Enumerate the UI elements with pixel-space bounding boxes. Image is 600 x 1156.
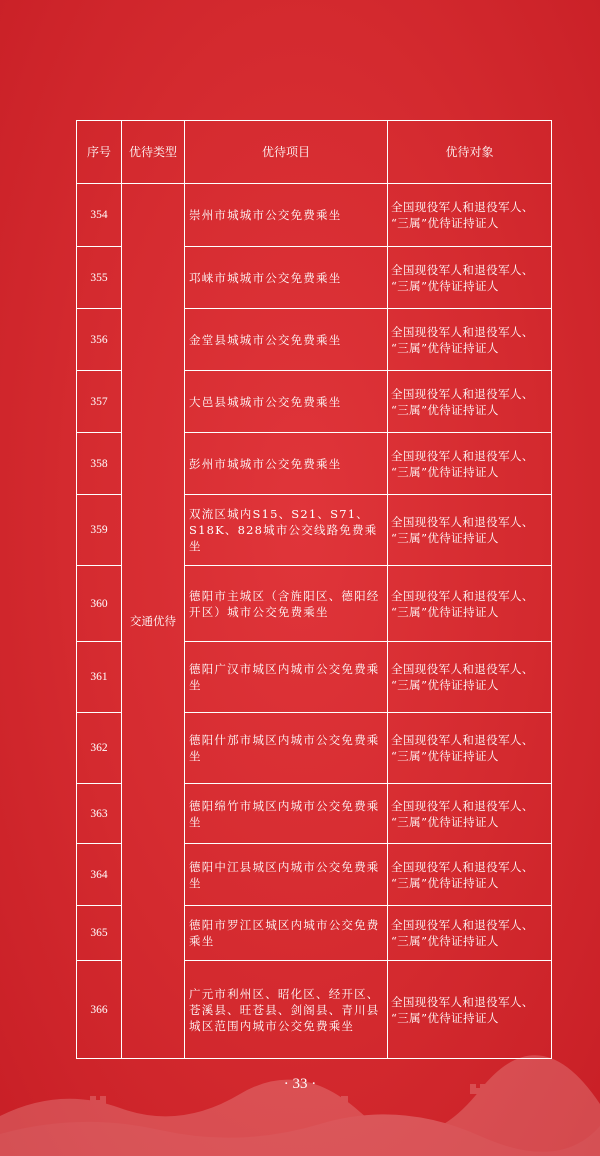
header-type: 优待类型 — [122, 121, 185, 184]
row-target — [388, 247, 552, 309]
row-number: 359 — [77, 495, 122, 566]
row-target — [388, 495, 552, 566]
target-line-1: 全国现役军人和退役军人、 — [391, 386, 534, 401]
row-target — [388, 961, 552, 1059]
row-target — [388, 844, 552, 906]
target-line-2: “三属”优待证持证人 — [391, 875, 499, 890]
row-number: 357 — [77, 371, 122, 433]
row-item: 广元市利州区、昭化区、经开区、苍溪县、旺苍县、剑阁县、青川县城区范围内城市公交免费乘坐 — [185, 961, 388, 1059]
target-line-2: “三属”优待证持证人 — [391, 604, 499, 619]
row-target — [388, 784, 552, 844]
row-target — [388, 433, 552, 495]
target-line-2: “三属”优待证持证人 — [391, 402, 499, 417]
target-line-2: “三属”优待证持证人 — [391, 216, 499, 230]
target-line-1: 全国现役军人和退役军人、 — [391, 662, 534, 676]
page-number: · 33 · — [283, 1076, 317, 1092]
row-target — [388, 566, 552, 642]
row-number: 354 — [77, 184, 122, 247]
target-line-1: 全国现役军人和退役军人、 — [391, 200, 534, 214]
target-line-2: “三属”优待证持证人 — [391, 934, 499, 948]
row-item: 德阳中江县城区内城市公交免费乘坐 — [185, 844, 388, 906]
target-line-1: 全国现役军人和退役军人、 — [391, 918, 534, 932]
row-number: 361 — [77, 642, 122, 713]
row-item: 德阳市罗江区城区内城市公交免费乘坐 — [185, 906, 388, 961]
row-item: 德阳什邡市城区内城市公交免费乘坐 — [185, 713, 388, 784]
target-line-2: “三属”优待证持证人 — [391, 340, 499, 355]
row-item: 德阳广汉市城区内城市公交免费乘坐 — [185, 642, 388, 713]
great-wall-watermark — [0, 1046, 600, 1156]
row-number: 362 — [77, 713, 122, 784]
category-cell: 交通优待 — [122, 184, 185, 1059]
table-row — [77, 184, 552, 247]
row-number: 365 — [77, 906, 122, 961]
row-number: 355 — [77, 247, 122, 309]
target-line-1: 全国现役军人和退役军人、 — [391, 994, 534, 1009]
target-line-1: 全国现役军人和退役军人、 — [391, 324, 534, 339]
header-item: 优待项目 — [185, 121, 388, 184]
target-line-2: “三属”优待证持证人 — [391, 814, 499, 829]
row-target — [388, 906, 552, 961]
row-number: 356 — [77, 309, 122, 371]
row-item: 双流区城内S15、S21、S71、S18K、828城市公交线路免费乘坐 — [185, 495, 388, 566]
row-item: 德阳绵竹市城区内城市公交免费乘坐 — [185, 784, 388, 844]
row-number: 358 — [77, 433, 122, 495]
header-target: 优待对象 — [388, 121, 552, 184]
row-target — [388, 642, 552, 713]
row-item: 大邑县城城市公交免费乘坐 — [185, 371, 388, 433]
row-target — [388, 309, 552, 371]
row-item: 邛崃市城城市公交免费乘坐 — [185, 247, 388, 309]
table-header-row — [77, 121, 552, 184]
benefits-table — [76, 120, 552, 1059]
target-line-1: 全国现役军人和退役军人、 — [391, 859, 534, 874]
row-number: 366 — [77, 961, 122, 1059]
target-line-1: 全国现役军人和退役军人、 — [391, 798, 534, 813]
target-line-1: 全国现役军人和退役军人、 — [391, 733, 534, 747]
row-number: 363 — [77, 784, 122, 844]
row-number: 360 — [77, 566, 122, 642]
target-line-1: 全国现役军人和退役军人、 — [391, 262, 534, 277]
target-line-2: “三属”优待证持证人 — [391, 678, 499, 692]
target-line-1: 全国现役军人和退役军人、 — [391, 448, 534, 463]
target-line-2: “三属”优待证持证人 — [391, 749, 499, 763]
row-target — [388, 713, 552, 784]
row-item: 彭州市城城市公交免费乘坐 — [185, 433, 388, 495]
target-line-1: 全国现役军人和退役军人、 — [391, 588, 534, 603]
row-target — [388, 184, 552, 247]
target-line-2: “三属”优待证持证人 — [391, 278, 499, 293]
target-line-2: “三属”优待证持证人 — [391, 1010, 499, 1025]
row-item: 金堂县城城市公交免费乘坐 — [185, 309, 388, 371]
row-item: 德阳市主城区（含旌阳区、德阳经开区）城市公交免费乘坐 — [185, 566, 388, 642]
target-line-2: “三属”优待证持证人 — [391, 531, 499, 545]
row-number: 364 — [77, 844, 122, 906]
target-line-2: “三属”优待证持证人 — [391, 464, 499, 479]
target-line-1: 全国现役军人和退役军人、 — [391, 515, 534, 529]
row-item: 崇州市城城市公交免费乘坐 — [185, 184, 388, 247]
row-target — [388, 371, 552, 433]
header-number: 序号 — [77, 121, 122, 184]
